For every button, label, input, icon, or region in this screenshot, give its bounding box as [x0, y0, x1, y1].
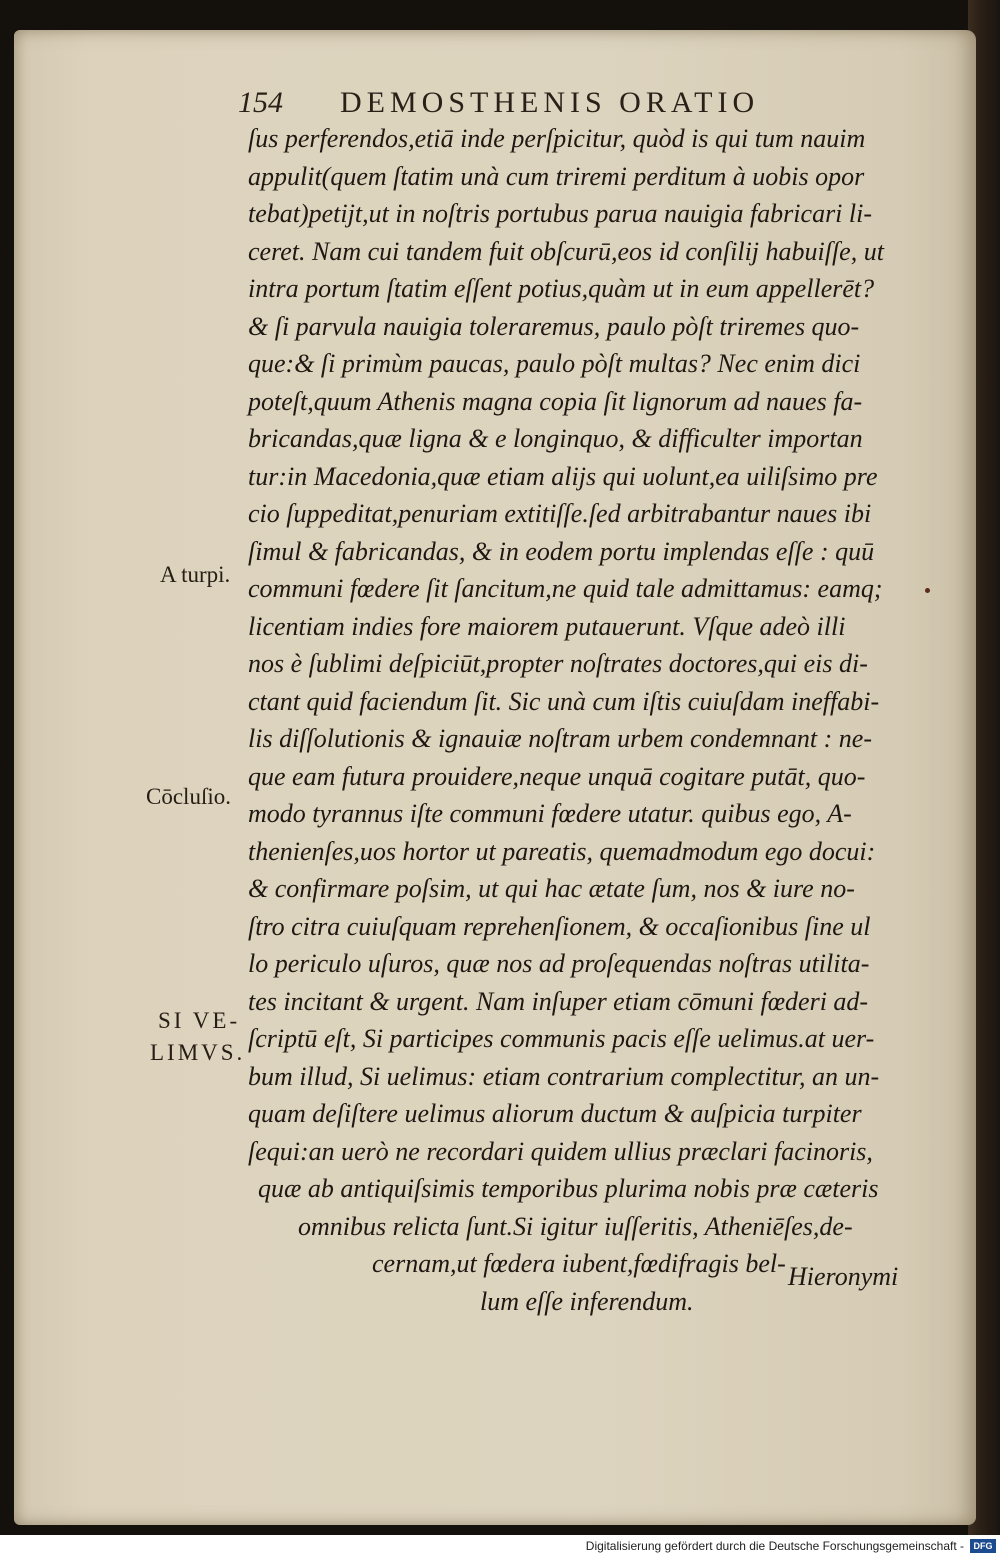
text-line: quam deſiſtere uelimus aliorum ductum & auſpicia turpiter [248, 1099, 862, 1128]
text-line: que eam futura prouidere,neque unquā cogitare putāt, quo- [248, 761, 866, 791]
text-line: licentiam indies fore maiorem putauerunt. Vſque adeò illi [248, 611, 846, 641]
text-line: ctant quid faciendum ſit. Sic unà cum iſtis cuiuſdam ineffabi- [248, 686, 880, 716]
digitization-footer [0, 1535, 1000, 1558]
text-line: thenienſes,uos hortor ut pareatis, quemadmodum ego docui: [248, 836, 876, 866]
text-line: que:& ſi primùm paucas, paulo pòſt multas? Nec enim dici [248, 349, 861, 378]
text-line: tur:in Macedonia,quæ etiam alijs qui uolunt,ea uiliſsimo pre [248, 461, 878, 491]
text-line: omnibus relicta ſunt.Si igitur iuſſeritis, Atheniēſes,de- [298, 1211, 853, 1241]
marginal-note-conclusio: Cōcluſio. [146, 784, 231, 809]
text-line: modo tyrannus iſte communi fœdere utatur. quibus ego, A- [248, 799, 852, 828]
text-line: ceret. Nam cui tandem fuit obſcurū,eos id conſilij habuiſſe, ut [248, 236, 884, 266]
text-line: intra portum ſtatim eſſent potius,quàm ut in eum appellerēt? [248, 274, 875, 303]
page-header [238, 86, 848, 126]
text-line: quæ ab antiquiſsimis temporibus plurima nobis præ cæteris [258, 1174, 879, 1203]
text-line: nos è ſublimi deſpiciūt,propter noſtrates doctores,qui eis di- [248, 649, 868, 678]
text-line: ſtro citra cuiuſquam reprehenſionem, & occaſionibus ſine ul [248, 911, 871, 941]
text-line: lum eſſe inferendum. [480, 1286, 694, 1316]
text-line: cio ſuppeditat,penuriam extitiſſe.ſed arbitrabantur naues ibi [248, 499, 872, 528]
text-line: ſcriptū eſt, Si participes communis pacis eſſe uelimus.at uer- [248, 1024, 875, 1053]
page-number: 154 [238, 86, 283, 119]
running-title: DEMOSTHENIS ORATIO [340, 86, 760, 119]
catchword: Hieronymi [788, 1262, 899, 1291]
text-line: poteſt,quum Athenis magna copia ſit lignorum ad naues fa- [248, 386, 863, 416]
text-line: lo periculo uſuros, quæ nos ad proſequendas noſtras utilita- [248, 949, 870, 978]
marginal-note-a-turpi: A turpi. [160, 562, 231, 587]
text-line: lis diſſolutionis & ignauiæ noſtram urbem condemnant : ne- [248, 724, 872, 753]
text-line: & confirmare poſsim, ut qui hac ætate ſum, nos & iure no- [248, 874, 855, 903]
text-line: cernam,ut fœdera iubent,fœdifragis bel- [372, 1249, 786, 1278]
text-line: & ſi parvula nauigia toleraremus, paulo pòſt triremes quo- [248, 311, 860, 341]
text-line: tebat)petijt,ut in noſtris portubus parua nauigia fabricari li- [248, 199, 873, 228]
text-line: bum illud, Si uelimus: etiam contrarium complectitur, an un- [248, 1061, 880, 1091]
marginal-note-si-velimus-1: SI VE- [158, 1008, 241, 1033]
text-line: bricandas,quæ ligna & e longinquo, & difficulter importan [248, 424, 863, 453]
funding-credit: Digitalisierung gefördert durch die Deutsche Forschungsgemeinschaft - [585, 1539, 964, 1553]
marginal-note-si-velimus-2: LIMVS. [150, 1040, 246, 1065]
ink-mark [925, 588, 930, 593]
text-line: appulit(quem ſtatim unà cum triremi perditum à uobis opor [248, 161, 865, 191]
text-line: ſimul & fabricandas, & in eodem portu implendas eſſe : quū [248, 536, 875, 566]
text-line: tes incitant & urgent. Nam inſuper etiam cōmuni fœderi ad- [248, 986, 869, 1016]
text-line: ſequi:an uerò ne recordari quidem ullius præclari facinoris, [248, 1136, 873, 1166]
text-line: ſus perferendos,etiā inde perſpicitur, quòd is qui tum nauim [248, 124, 866, 153]
text-line: communi fœdere ſit ſancitum,ne quid tale admittamus: eamq; [248, 574, 883, 603]
dfg-logo: DFG [970, 1539, 996, 1553]
